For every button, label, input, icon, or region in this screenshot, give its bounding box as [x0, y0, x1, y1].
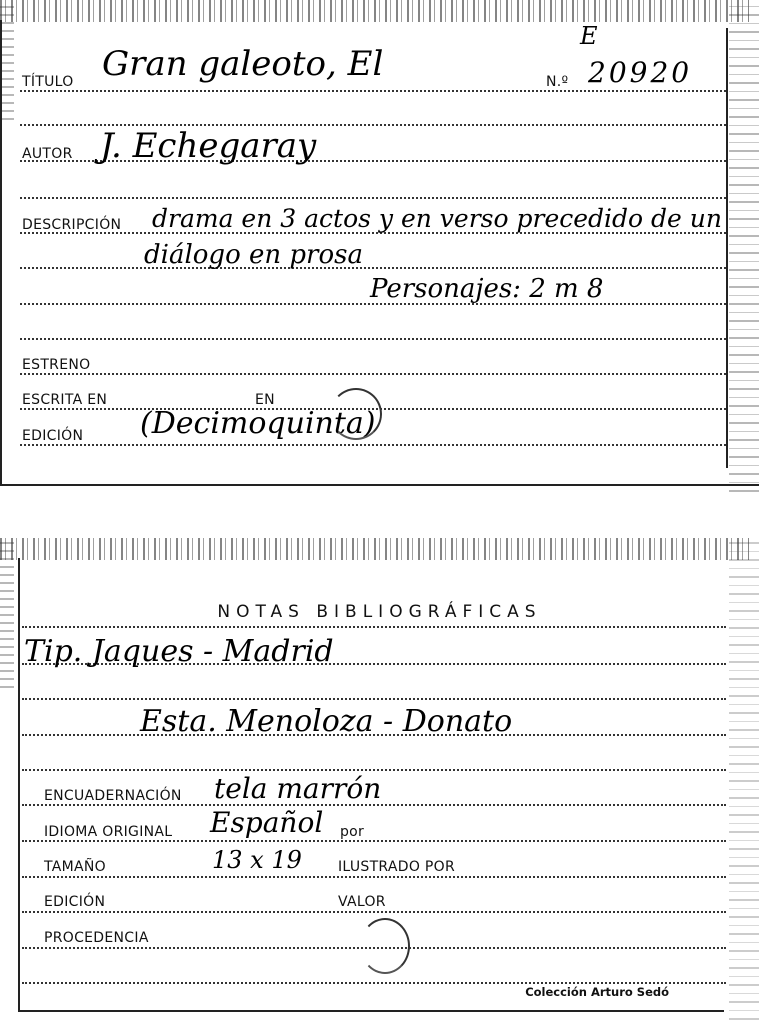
value-descripcion-line2: diálogo en prosa [144, 240, 363, 270]
label-en: EN [255, 392, 275, 408]
label-tamano: TAMAÑO [44, 859, 106, 875]
value-descripcion-line1: drama en 3 actos y en verso precedido de un [152, 204, 722, 233]
value-notes-line2: Esta. Menoloza - Donato [140, 704, 513, 739]
card-left-edge-texture [0, 0, 14, 120]
value-notes-line1: Tip. Jaques - Madrid [24, 634, 334, 669]
label-procedencia: PROCEDENCIA [44, 930, 149, 946]
card-top-edge-texture [0, 0, 749, 22]
label-edicion-back: EDICIÓN [44, 894, 106, 910]
rule-notes-0 [22, 626, 726, 628]
catalog-card-front [0, 0, 759, 492]
label-titulo: TÍTULO [22, 74, 74, 90]
rule-titulo [20, 90, 726, 92]
card-bottom-edge-texture [0, 538, 749, 560]
card-back-bottom-border [18, 1010, 724, 1012]
value-tamano: 13 x 19 [212, 846, 302, 874]
value-encuadernacion: tela marrón [214, 772, 382, 805]
label-descripcion: DESCRIPCIÓN [22, 217, 122, 233]
rule-estreno [20, 373, 726, 375]
label-numero: N.º [546, 74, 569, 90]
label-escrita-en: ESCRITA EN [22, 392, 108, 408]
rule-notes-4 [22, 769, 726, 771]
value-autor: J. Echegaray [100, 126, 317, 166]
rule-notes-2 [22, 698, 726, 700]
label-estreno: ESTRENO [22, 357, 91, 373]
value-titulo: Gran galeoto, El [102, 44, 384, 84]
card-bottom-border [0, 484, 759, 486]
rule-idioma [22, 840, 726, 842]
label-por: por [340, 824, 365, 840]
card-right-edge-texture [729, 0, 759, 492]
heading-notas-bibliograficas: NOTAS BIBLIOGRÁFICAS [217, 602, 542, 622]
rule-footer [22, 982, 726, 984]
footer-collection: Colección Arturo Sedó [525, 985, 669, 999]
label-idioma-original: IDIOMA ORIGINAL [44, 824, 173, 840]
card-back-left-border [18, 558, 20, 1010]
rule-tamano [22, 876, 726, 878]
rule-blank-2 [20, 197, 726, 199]
card-left-border [0, 20, 2, 485]
rule-blank-3 [20, 338, 726, 340]
label-valor: VALOR [338, 894, 386, 910]
rule-edicion-back [22, 911, 726, 913]
label-ilustrado-por: ILUSTRADO POR [338, 859, 455, 875]
ink-stamp-circle-back [360, 918, 410, 974]
card-right-border [726, 28, 728, 468]
value-numero-prefix: E [580, 22, 598, 50]
ink-stamp-circle [330, 388, 382, 440]
rule-descripcion-2 [20, 267, 726, 269]
catalog-card-back [0, 538, 759, 1020]
value-idioma-original: Español [210, 806, 324, 839]
label-autor: AUTOR [22, 146, 73, 162]
value-edicion: (Decimoquinta) [140, 406, 376, 441]
value-personajes: Personajes: 2 m 8 [370, 274, 604, 304]
rule-edicion [20, 444, 726, 446]
value-numero: 20920 [588, 56, 693, 89]
label-encuadernacion: ENCUADERNACIÓN [44, 788, 182, 804]
label-edicion: EDICIÓN [22, 428, 84, 444]
